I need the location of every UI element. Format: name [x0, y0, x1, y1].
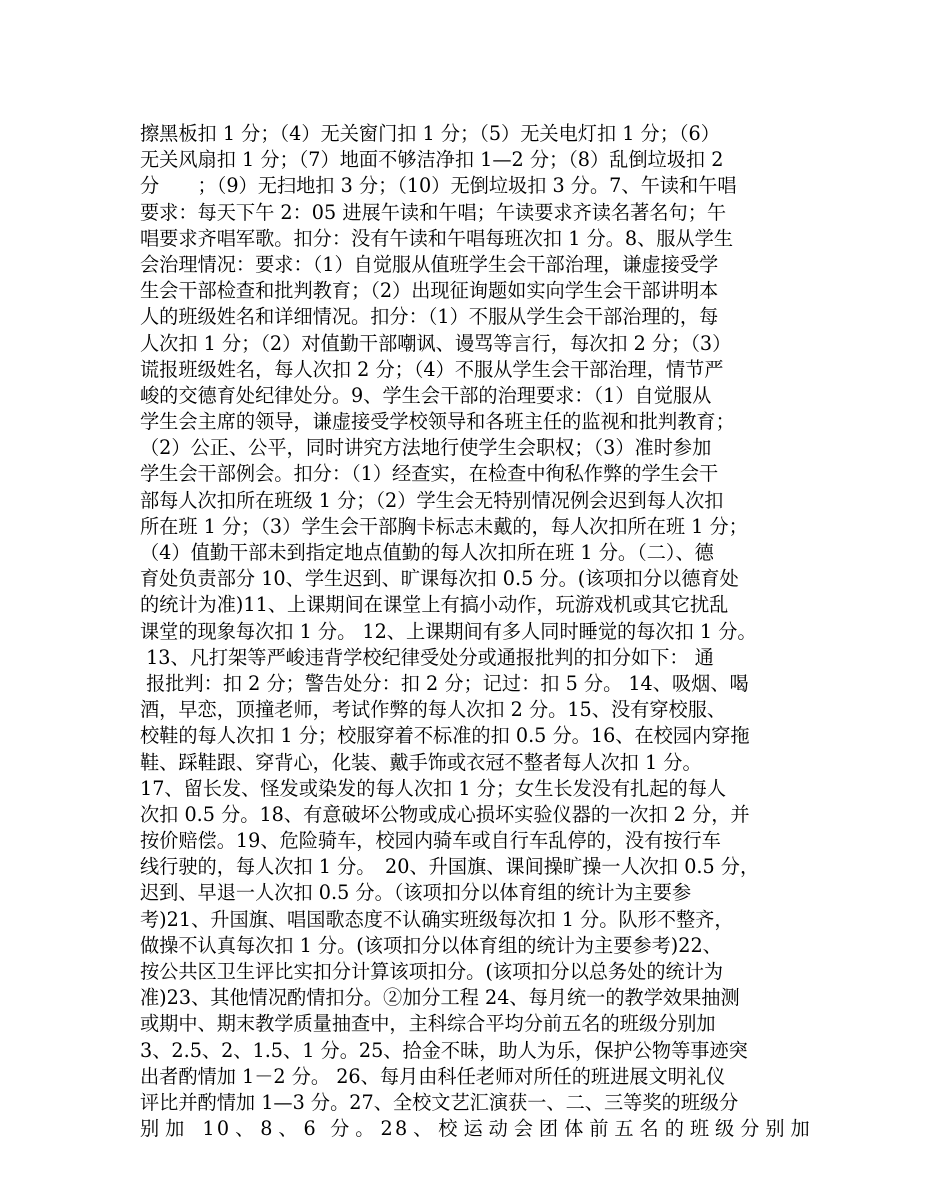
text-line: （4）值勤干部未到指定地点值勤的每人次扣所在班 1 分。（二）、德 — [140, 541, 714, 564]
text-line: 部每人次扣所在班级 1 分；（2）学生会无特别情况例会迟到每人次扣 — [140, 488, 724, 512]
text-line: 生会干部检查和批判教育；（2）出现征询题如实向学生会干部讲明本 — [140, 279, 719, 303]
text-line: 做操不认真每次扣 1 分。(该项扣分以体育组的统计为主要参考)22、 — [140, 933, 722, 957]
text-line: 学生会主席的领导，谦虚接受学校领导和各班主任的监视和批判教育； — [140, 410, 735, 434]
text-line: 无关风扇扣 1 分；（7）地面不够洁净扣 1—2 分；（8）乱倒垃圾扣 2 — [140, 148, 724, 172]
text-line: 唱要求齐唱军歌。扣分：没有午读和午唱每班次扣 1 分。8、服从学生 — [140, 226, 734, 250]
text-line: 按价赔偿。19、危险骑车，校园内骑车或自行车乱停的，没有按行车 — [140, 829, 721, 853]
text-line: 准)23、其他情况酌情扣分。②加分工程 24、每月统一的教学效果抽测 — [140, 986, 740, 1010]
text-line: 13、凡打架等严峻违背学校纪律受处分或通报批判的扣分如下： 通 — [140, 645, 714, 669]
body-text — [140, 121, 812, 1142]
text-line: 考)21、升国旗、唱国歌态度不认确实班级每次扣 1 分。队形不整齐， — [140, 907, 734, 931]
text-line: 酒，早恋，顶撞老师，考试作弊的每人次扣 2 分。15、没有穿校服、 — [140, 698, 727, 722]
text-line: 线行驶的，每人次扣 1 分。 20、升国旗、课间操旷操一人次扣 0.5 分， — [140, 855, 760, 879]
text-line: 按公共区卫生评比实扣分计算该项扣分。(该项扣分以总务处的统计为 — [140, 960, 724, 983]
text-line: 或期中、期末教学质量抽查中，主科综合平均分前五名的班级分别加 — [140, 1012, 716, 1036]
text-line: 17、留长发、怪发或染发的每人次扣 1 分；女生长发没有扎起的每人 — [140, 776, 727, 800]
text-line: 所在班 1 分；（3）学生会干部胸卡标志未戴的，每人次扣所在班 1 分； — [140, 514, 748, 538]
text-line: 评比并酌情加 1—3 分。27、全校文艺汇演获一、二、三等奖的班级分 — [140, 1090, 739, 1114]
text-line: 会治理情况：要求：（1）自觉服从值班学生会干部治理，谦虚接受学 — [140, 252, 719, 276]
text-line: 校鞋的每人次扣 1 分；校服穿着不标准的扣 0.5 分。16、在校园内穿拖 — [140, 724, 750, 748]
text-line: 分 ；（9）无扫地扣 3 分；（10）无倒垃圾扣 3 分。7、午读和午唱 — [140, 174, 737, 198]
text-line: 次扣 0.5 分。18、有意破坏公物或成心损坏实验仪器的一次扣 2 分，并 — [140, 802, 750, 826]
text-line: 人次扣 1 分；（2）对值勤干部嘲讽、谩骂等言行，每次扣 2 分；（3） — [140, 331, 732, 355]
text-line: 别加 10、8、6 分。28、校运动会团体前五名的班级分别加 — [140, 1117, 812, 1141]
text-line: 课堂的现象每次扣 1 分。 12、上课期间有多人同时睡觉的每次扣 1 分。 — [140, 619, 757, 643]
text-line: 迟到、早退一人次扣 0.5 分。（该项扣分以体育组的统计为主要参 — [140, 881, 692, 905]
text-line: 出者酌情加 1－2 分。 26、每月由科任老师对所任的班进展文明礼仪 — [140, 1064, 726, 1088]
text-line: 谎报班级姓名，每人次扣 2 分；（4）不服从学生会干部治理，情节严 — [140, 357, 724, 381]
text-line: （2）公正、公平，同时讲究方法地行使学生会职权；（3）准时参加 — [140, 436, 712, 460]
text-line: 3、2.5、2、1.5、1 分。25、拾金不昧，助人为乐，保护公物等事迹突 — [140, 1038, 748, 1062]
text-line: 要求：每天下午 2：05 进展午读和午唱；午读要求齐读名著名句；午 — [140, 200, 727, 224]
text-line: 鞋、踩鞋跟、穿背心，化装、戴手饰或衣冠不整者每人次扣 1 分。 — [140, 750, 702, 774]
text-line: 擦黑板扣 1 分；（4）无关窗门扣 1 分；（5）无关电灯扣 1 分；（6） — [140, 122, 720, 145]
text-line: 峻的交德育处纪律处分。9、学生会干部的治理要求：（1）自觉服从 — [140, 383, 712, 407]
text-line: 学生会干部例会。扣分：（1）经查实，在检查中徇私作弊的学生会干 — [140, 462, 719, 486]
text-line: 报批判：扣 2 分；警告处分：扣 2 分；记过：扣 5 分。 14、吸烟、喝 — [140, 671, 749, 695]
text-line: 育处负责部分 10、学生迟到、旷课每次扣 0.5 分。(该项扣分以德育处 — [140, 567, 739, 591]
text-line: 的统计为准)11、上课期间在课堂上有搞小动作，玩游戏机或其它扰乱 — [140, 593, 729, 617]
text-line: 人的班级姓名和详细情况。扣分：（1）不服从学生会干部治理的，每 — [140, 305, 719, 329]
